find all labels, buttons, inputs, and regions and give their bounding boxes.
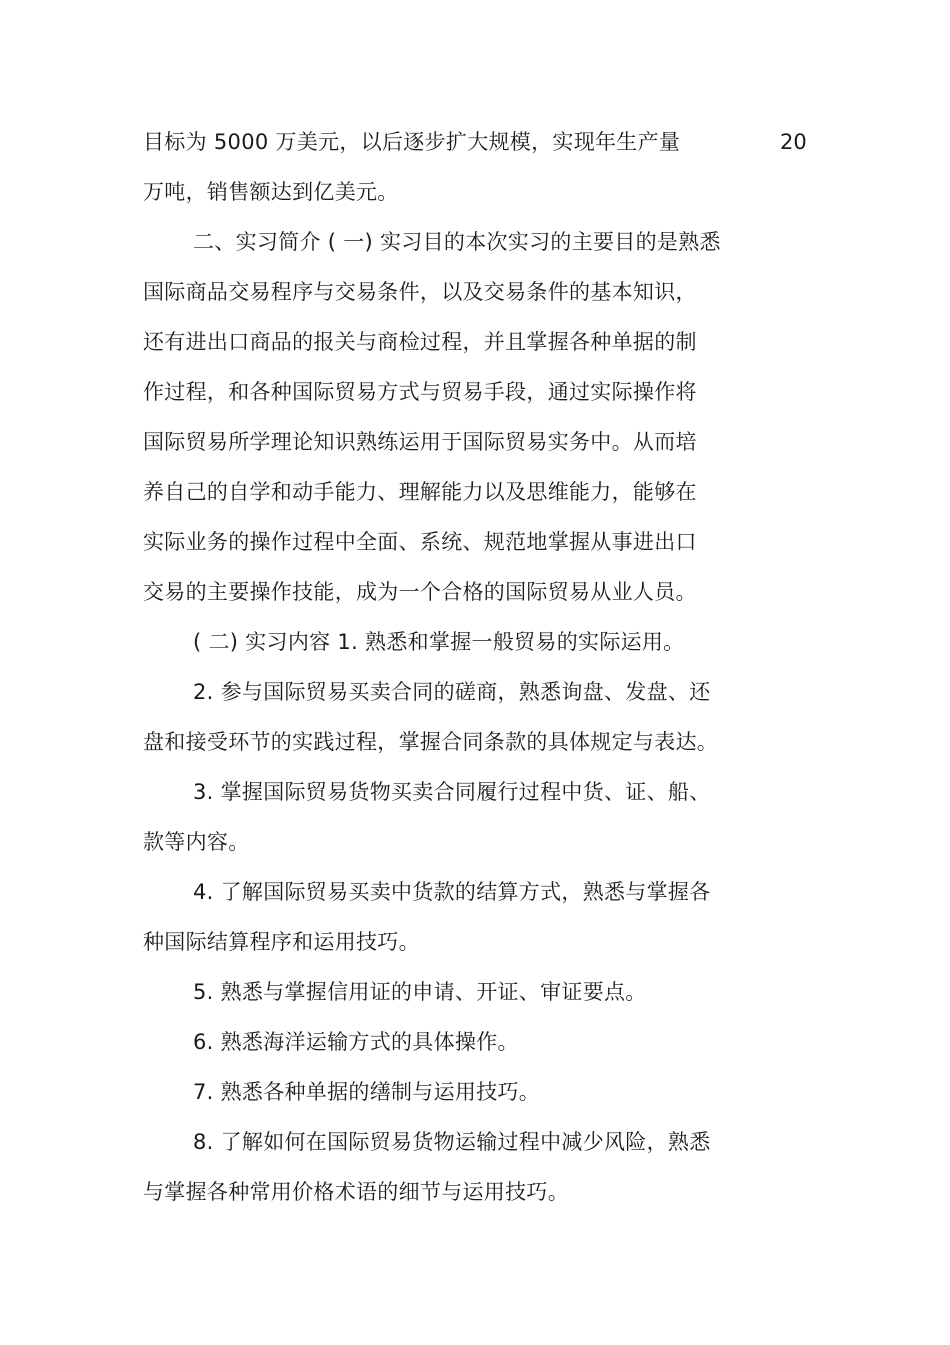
text-line-22: 与掌握各种常用价格术语的细节与运用技巧。: [143, 1180, 569, 1204]
text-line-10: 交易的主要操作技能，成为一个合格的国际贸易从业人员。: [143, 580, 697, 604]
text-line-5: 还有进出口商品的报关与商检过程，并且掌握各种单据的制: [143, 330, 697, 354]
text-line-21: 8. 了解如何在国际贸易货物运输过程中减少风险，熟悉: [193, 1130, 711, 1154]
text-line-19: 6. 熟悉海洋运输方式的具体操作。: [193, 1030, 519, 1054]
text-line-12: 2. 参与国际贸易买卖合同的磋商，熟悉询盘、发盘、还: [193, 680, 711, 704]
text-line-11: ( 二) 实习内容 1. 熟悉和掌握一般贸易的实际运用。: [193, 630, 685, 654]
text-line-13: 盘和接受环节的实践过程，掌握合同条款的具体规定与表达。: [143, 730, 719, 754]
text-line-3: 二、实习简介 ( 一) 实习目的本次实习的主要目的是熟悉: [193, 230, 721, 254]
text-line-8: 养自己的自学和动手能力、理解能力以及思维能力，能够在: [143, 480, 697, 504]
text-line-16: 4. 了解国际贸易买卖中货款的结算方式，熟悉与掌握各: [193, 880, 711, 904]
text-line-14: 3. 掌握国际贸易货物买卖合同履行过程中货、证、船、: [193, 780, 711, 804]
text-line-15: 款等内容。: [143, 830, 250, 854]
text-line-6: 作过程，和各种国际贸易方式与贸易手段，通过实际操作将: [143, 380, 697, 404]
text-line-1: 目标为 5000 万美元，以后逐步扩大规模，实现年生产量: [143, 130, 681, 154]
text-line-1-number: 20: [780, 130, 807, 154]
text-line-20: 7. 熟悉各种单据的缮制与运用技巧。: [193, 1080, 541, 1104]
text-line-4: 国际商品交易程序与交易条件，以及交易条件的基本知识，: [143, 280, 697, 304]
text-line-2: 万吨，销售额达到亿美元。: [143, 180, 399, 204]
text-line-17: 种国际结算程序和运用技巧。: [143, 930, 420, 954]
text-line-9: 实际业务的操作过程中全面、系统、规范地掌握从事进出口: [143, 530, 697, 554]
text-line-18: 5. 熟悉与掌握信用证的申请、开证、审证要点。: [193, 980, 647, 1004]
text-line-7: 国际贸易所学理论知识熟练运用于国际贸易实务中。从而培: [143, 430, 697, 454]
